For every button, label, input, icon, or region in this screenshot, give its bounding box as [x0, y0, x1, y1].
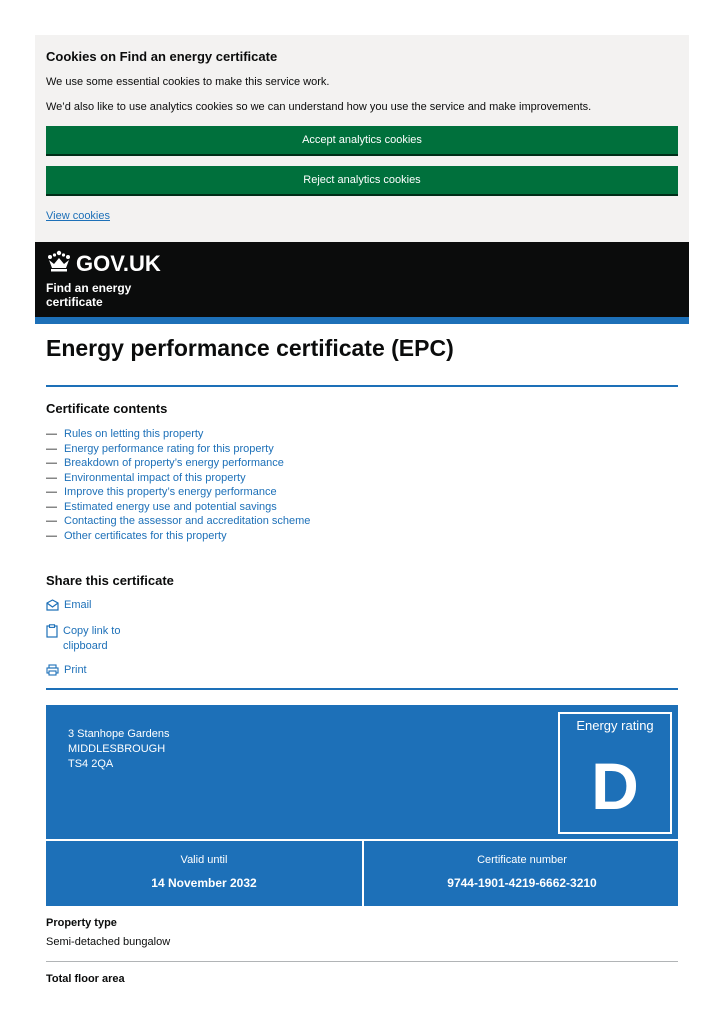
section-divider — [46, 385, 678, 387]
energy-rating-label: Energy rating — [576, 718, 654, 733]
cookie-banner-title: Cookies on Find an energy certificate — [46, 49, 278, 64]
contents-link-environmental-impact[interactable]: Environmental impact of this property — [64, 471, 246, 484]
copy-link-label: Copy link to clipboard — [63, 625, 121, 652]
contents-item: — Environmental impact of this property — [46, 471, 246, 484]
printer-icon — [46, 664, 59, 679]
contents-link-improve[interactable]: Improve this property’s energy performance — [64, 486, 277, 499]
certificate-contents-list — [46, 427, 310, 543]
print-label: Print — [64, 664, 87, 676]
govuk-logo-link[interactable] — [46, 250, 161, 278]
energy-rating-value: D — [591, 749, 639, 823]
contents-item: — Energy performance rating for this property — [46, 442, 274, 455]
epc-summary-card — [46, 705, 678, 906]
contents-item: — Contacting the assessor and accreditation scheme — [46, 515, 311, 528]
valid-until-label: Valid until — [180, 854, 228, 866]
property-type-label: Property type — [46, 917, 117, 929]
crown-icon — [46, 250, 72, 278]
contents-link-energy-use[interactable]: Estimated energy use and potential savings — [64, 500, 277, 513]
share-certificate-title: Share this certificate — [46, 573, 174, 588]
service-name-link[interactable]: Find an energy certificate — [46, 281, 132, 309]
contents-link-letting-rules[interactable]: Rules on letting this property — [64, 428, 204, 441]
envelope-icon — [46, 599, 59, 614]
total-floor-area-label: Total floor area — [46, 973, 125, 985]
cookie-banner-text-essential: We use some essential cookies to make this service work. — [46, 76, 330, 88]
copy-link-button[interactable] — [46, 624, 147, 654]
card-divider — [362, 839, 364, 906]
contents-link-assessor[interactable]: Contacting the assessor and accreditation scheme — [64, 515, 311, 528]
valid-until-value: 14 November 2032 — [151, 876, 257, 890]
contents-item: — Improve this property’s energy performance — [46, 486, 277, 499]
cookie-banner-text-analytics: We’d also like to use analytics cookies so we can understand how you use the service and make improvements. — [46, 101, 592, 113]
contents-link-other-certificates[interactable]: Other certificates for this property — [64, 529, 227, 542]
contents-link-breakdown[interactable]: Breakdown of property’s energy performance — [64, 457, 284, 470]
address-line: 3 Stanhope Gardens — [68, 728, 170, 740]
accept-analytics-cookies-button[interactable]: Accept analytics cookies — [46, 126, 678, 154]
share-email-link[interactable] — [46, 599, 92, 614]
page-title: Energy performance certificate (EPC) — [46, 335, 454, 361]
contents-item: — Other certificates for this property — [46, 529, 227, 542]
address-line: MIDDLESBROUGH — [68, 743, 166, 755]
certificate-number-value: 9744-1901-4219-6662-3210 — [447, 876, 597, 890]
govuk-logo-text: GOV.UK — [76, 251, 161, 276]
certificate-contents-title: Certificate contents — [46, 401, 168, 416]
cookie-banner — [35, 35, 689, 242]
share-email-label: Email — [64, 599, 92, 611]
govuk-header — [35, 242, 689, 317]
energy-rating-box — [558, 712, 672, 834]
print-button[interactable] — [46, 664, 87, 679]
contents-item: — Breakdown of property’s energy performance — [46, 457, 284, 470]
address-line: TS4 2QA — [68, 758, 114, 770]
property-type-value: Semi-detached bungalow — [46, 936, 171, 948]
summary-divider — [46, 961, 678, 962]
contents-link-energy-rating[interactable]: Energy performance rating for this property — [64, 442, 274, 455]
view-cookies-link[interactable]: View cookies — [46, 210, 110, 222]
contents-item: — Estimated energy use and potential savings — [46, 500, 277, 513]
section-divider — [46, 688, 678, 690]
header-blue-strip — [35, 317, 689, 324]
reject-analytics-cookies-button[interactable]: Reject analytics cookies — [46, 166, 678, 194]
page — [35, 35, 689, 1024]
certificate-number-label: Certificate number — [477, 854, 567, 866]
contents-item: — Rules on letting this property — [46, 428, 204, 441]
property-address — [68, 727, 170, 772]
clipboard-icon — [46, 624, 58, 641]
